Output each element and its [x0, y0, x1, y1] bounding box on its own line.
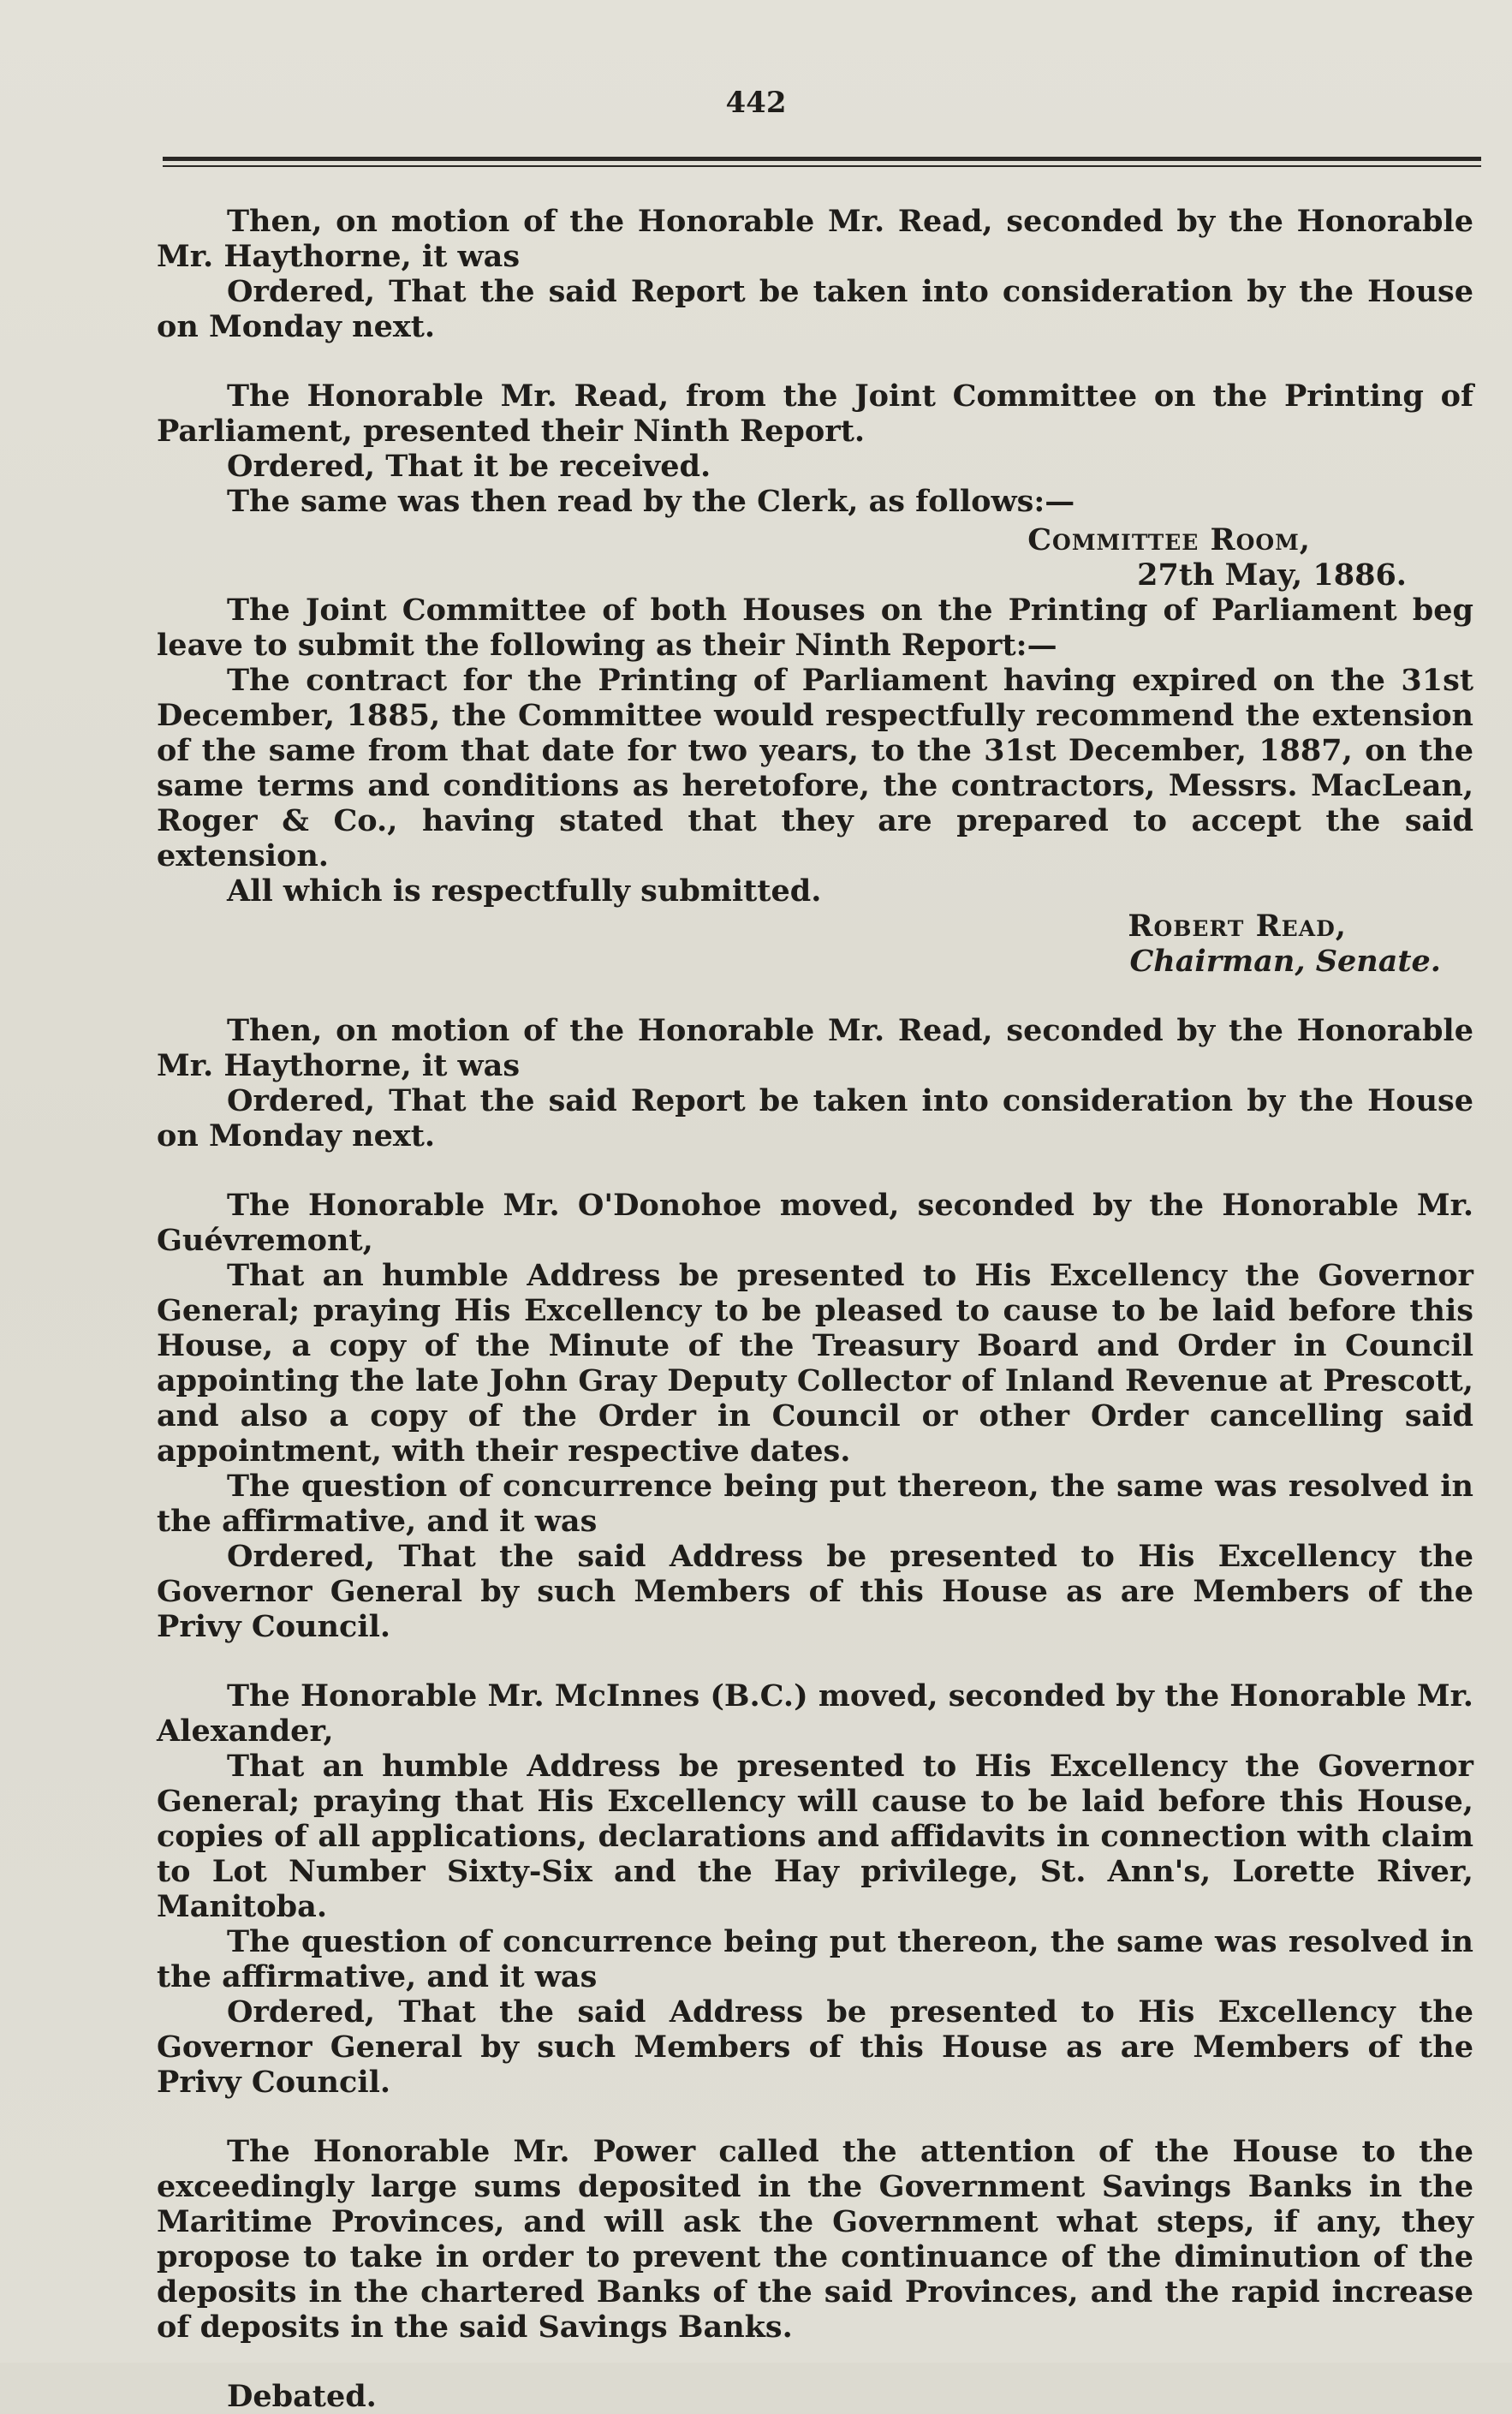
paragraph: That an humble Address be presented to His Excellency the Governor General; praying that His Excellency will cause to be laid before this House, copies of all applications, declarations and affidavits in connection with claim to Lot Number Sixty-Six and the Hay privilege, St. Ann's, Lorette River, Manitoba.	[157, 1749, 1473, 1924]
paragraph: Ordered, That it be received.	[227, 449, 711, 484]
paragraph: The Honorable Mr. O'Donohoe moved, seconded by the Honorable Mr. Guévremont,	[157, 1188, 1473, 1258]
page-number: 442	[725, 86, 787, 120]
header-rule-thin	[163, 165, 1481, 167]
paragraph: Ordered, That the said Address be presented to His Excellency the Governor General by such Members of this House as are Members of the Privy Council.	[157, 1539, 1473, 1644]
page-content	[157, 204, 1473, 2414]
paragraph: The contract for the Printing of Parliament having expired on the 31st December, 1885, the Committee would respectfully recommend the extension of the same from that date for two years, to the 31st December, 1887, on the same terms and conditions as heretofore, the contractors, Messrs. MacLean, Roger & Co., having stated that they are prepared to accept the said extension.	[157, 663, 1473, 873]
paragraph: The Honorable Mr. Power called the attention of the House to the exceedingly large sums deposited in the Government Savings Banks in the Maritime Provinces, and will ask the Government what steps, if any, they propose to take in order to prevent the continuance of the diminution of the deposits in the chartered Banks of the said Provinces, and the rapid increase of deposits in the said Savings Banks.	[157, 2134, 1473, 2345]
paragraph: The question of concurrence being put thereon, the same was resolved in the affirmative, and it was	[157, 1924, 1473, 1994]
signature-name: Robert Read,	[1128, 909, 1347, 944]
paragraph-debated: Debated.	[227, 2379, 377, 2414]
paragraph: Ordered, That the said Report be taken into consideration by the House on Monday next.	[157, 274, 1473, 344]
header-rule-thick	[163, 157, 1481, 161]
paragraph: Ordered, That the said Report be taken into consideration by the House on Monday next.	[157, 1083, 1473, 1153]
paragraph: The Joint Committee of both Houses on the Printing of Parliament beg leave to submit the following as their Ninth Report:—	[157, 593, 1473, 663]
report-date: 27th May, 1886.	[1137, 557, 1407, 593]
paragraph: Ordered, That the said Address be presented to His Excellency the Governor General by such Members of this House as are Members of the Privy Council.	[157, 1994, 1473, 2100]
paragraph: The Honorable Mr. McInnes (B.C.) moved, seconded by the Honorable Mr. Alexander,	[157, 1678, 1473, 1749]
paragraph: The question of concurrence being put thereon, the same was resolved in the affirmative, and it was	[157, 1469, 1473, 1539]
signature-title: Chairman, Senate.	[1129, 944, 1441, 979]
committee-room-heading: Committee Room,	[1027, 522, 1311, 557]
paragraph: The same was then read by the Clerk, as follows:—	[227, 484, 1075, 519]
paragraph: Then, on motion of the Honorable Mr. Read, seconded by the Honorable Mr. Haythorne, it was	[157, 204, 1473, 274]
paragraph: Then, on motion of the Honorable Mr. Read, seconded by the Honorable Mr. Haythorne, it was	[157, 1013, 1473, 1083]
paragraph: That an humble Address be presented to His Excellency the Governor General; praying His Excellency to be pleased to cause to be laid before this House, a copy of the Minute of the Treasury Board and Order in Council appointing the late John Gray Deputy Collector of Inland Revenue at Prescott, and also a copy of the Order in Council or other Order cancelling said appointment, with their respective dates.	[157, 1258, 1473, 1469]
paragraph: The Honorable Mr. Read, from the Joint Committee on the Printing of Parliament, presented their Ninth Report.	[157, 378, 1473, 449]
paragraph: All which is respectfully submitted.	[227, 873, 822, 909]
